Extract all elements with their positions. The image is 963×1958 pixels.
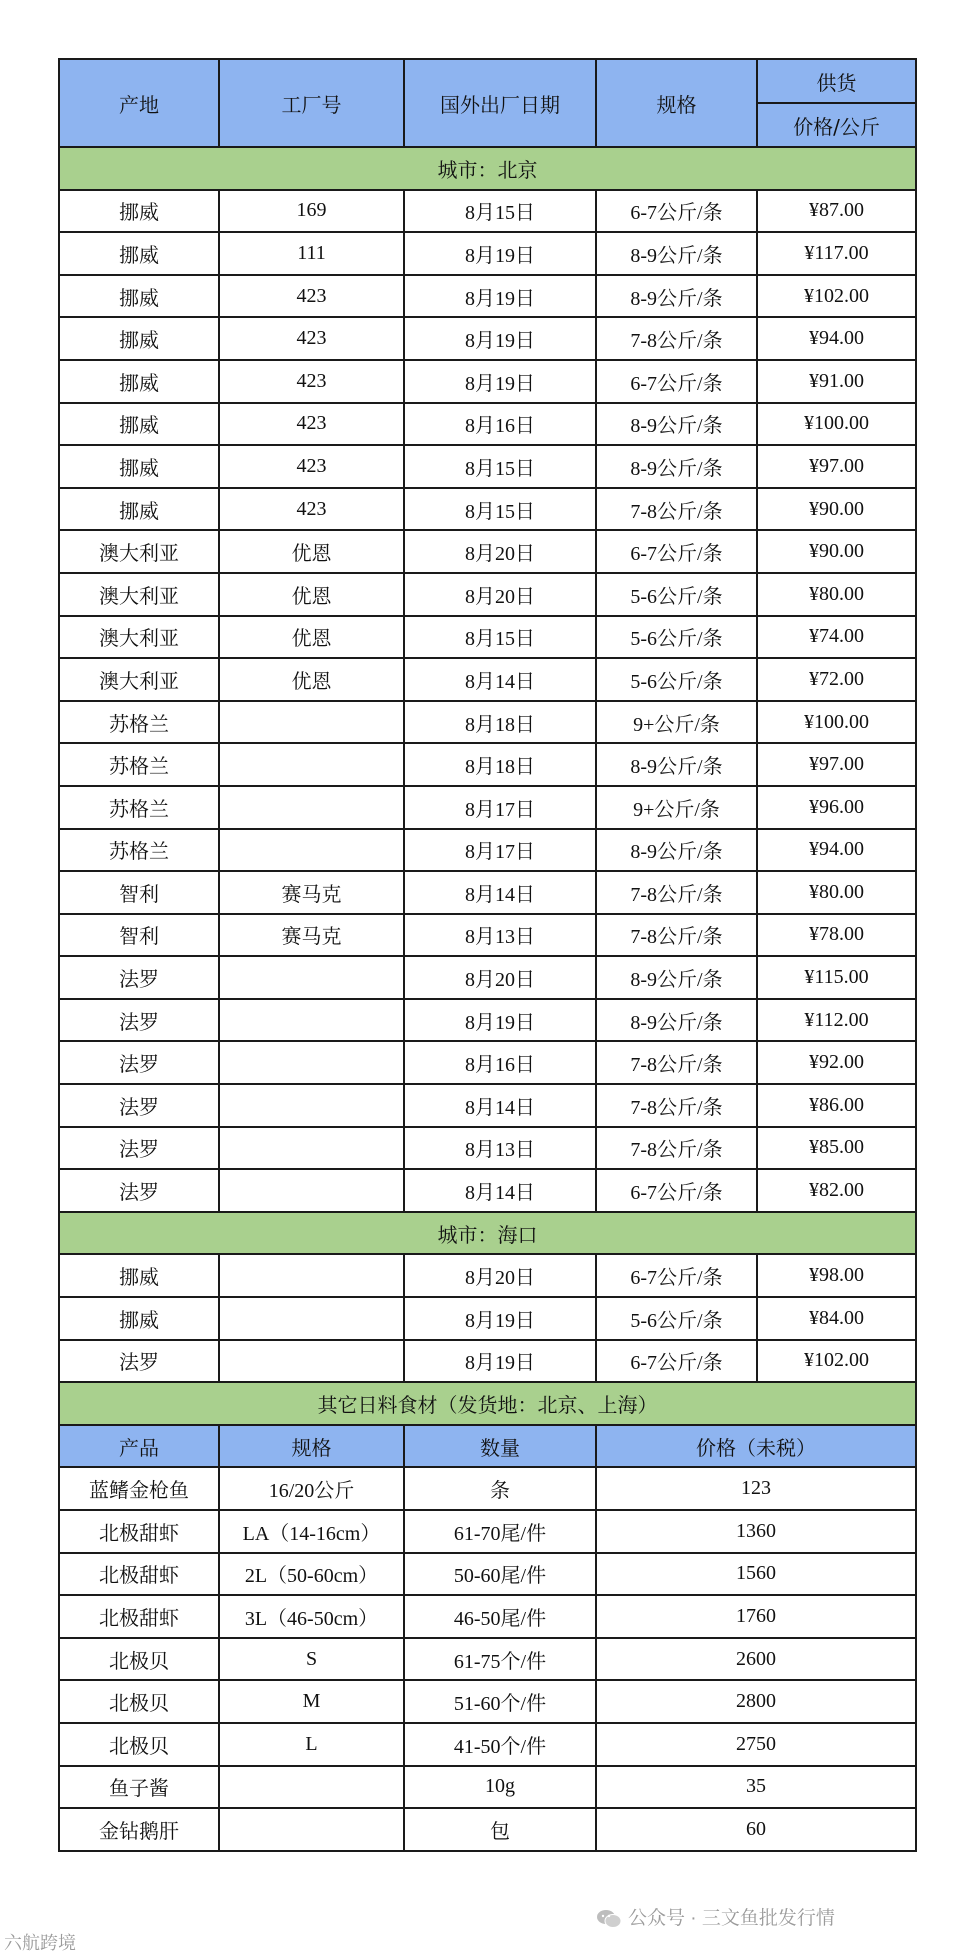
table-row	[59, 1254, 916, 1297]
table-row	[59, 914, 916, 957]
table-row	[59, 1638, 916, 1681]
cell-date: 8月20日	[404, 530, 596, 573]
cell-spec: 6-7公斤/条	[596, 190, 757, 233]
watermark-right-text: 公众号 · 三文鱼批发行情	[628, 1908, 835, 1929]
cell-spec: 8-9公斤/条	[596, 743, 757, 786]
cell-price: ¥97.00	[757, 445, 916, 488]
other-header-row	[59, 1425, 916, 1468]
cell-factory: 111	[219, 232, 404, 275]
table-row	[59, 1808, 916, 1851]
cell-price: 35	[596, 1766, 916, 1809]
cell-factory	[219, 956, 404, 999]
cell-price: ¥91.00	[757, 360, 916, 403]
header-date: 国外出厂日期	[404, 59, 596, 147]
cell-product: 北极贝	[59, 1680, 219, 1723]
cell-factory	[219, 1084, 404, 1127]
cell-factory: 423	[219, 275, 404, 318]
cell-spec: 7-8公斤/条	[596, 488, 757, 531]
cell-factory: 423	[219, 317, 404, 360]
cell-origin: 澳大利亚	[59, 530, 219, 573]
cell-date: 8月16日	[404, 403, 596, 446]
cell-price: 2750	[596, 1723, 916, 1766]
cell-date: 8月19日	[404, 275, 596, 318]
header-factory: 工厂号	[219, 59, 404, 147]
watermark-right	[596, 1903, 835, 1930]
cell-date: 8月14日	[404, 871, 596, 914]
cell-origin: 苏格兰	[59, 743, 219, 786]
cell-origin: 挪威	[59, 232, 219, 275]
wechat-icon	[596, 1909, 622, 1929]
cell-factory: 423	[219, 488, 404, 531]
cell-factory	[219, 1340, 404, 1383]
table-row	[59, 871, 916, 914]
cell-price: ¥102.00	[757, 275, 916, 318]
table-row	[59, 1553, 916, 1596]
cell-price: ¥97.00	[757, 743, 916, 786]
cell-price: ¥117.00	[757, 232, 916, 275]
cell-price: ¥96.00	[757, 786, 916, 829]
cell-date: 8月20日	[404, 573, 596, 616]
cell-price: ¥80.00	[757, 871, 916, 914]
cell-price: ¥74.00	[757, 616, 916, 659]
cell-price: ¥90.00	[757, 488, 916, 531]
cell-spec: S	[219, 1638, 404, 1681]
table-row	[59, 1169, 916, 1212]
cell-origin: 法罗	[59, 1084, 219, 1127]
cell-price: ¥94.00	[757, 317, 916, 360]
cell-price: ¥90.00	[757, 530, 916, 573]
cell-product: 金钻鹅肝	[59, 1808, 219, 1851]
cell-date: 8月16日	[404, 1041, 596, 1084]
table-row	[59, 701, 916, 744]
table-row	[59, 786, 916, 829]
other-header-qty: 数量	[404, 1425, 596, 1468]
cell-spec: 8-9公斤/条	[596, 275, 757, 318]
table-row	[59, 1127, 916, 1170]
table-row	[59, 403, 916, 446]
other-header-product: 产品	[59, 1425, 219, 1468]
cell-origin: 法罗	[59, 1169, 219, 1212]
cell-spec: 7-8公斤/条	[596, 1127, 757, 1170]
cell-origin: 挪威	[59, 360, 219, 403]
cell-qty: 50-60尾/件	[404, 1553, 596, 1596]
cell-date: 8月18日	[404, 701, 596, 744]
cell-spec: 8-9公斤/条	[596, 999, 757, 1042]
cell-spec: 6-7公斤/条	[596, 1169, 757, 1212]
cell-price: 2600	[596, 1638, 916, 1681]
cell-spec: 8-9公斤/条	[596, 956, 757, 999]
cell-price: 123	[596, 1467, 916, 1510]
table-row	[59, 616, 916, 659]
table-row	[59, 1041, 916, 1084]
cell-price: ¥112.00	[757, 999, 916, 1042]
cell-factory: 423	[219, 403, 404, 446]
table-row	[59, 829, 916, 872]
cell-origin: 苏格兰	[59, 786, 219, 829]
cell-factory	[219, 1297, 404, 1340]
cell-qty: 10g	[404, 1766, 596, 1809]
cell-spec: L	[219, 1723, 404, 1766]
table-row	[59, 999, 916, 1042]
table-row	[59, 1723, 916, 1766]
cell-spec: 6-7公斤/条	[596, 530, 757, 573]
cell-price: ¥78.00	[757, 914, 916, 957]
cell-price: 1760	[596, 1595, 916, 1638]
table-row	[59, 445, 916, 488]
cell-origin: 挪威	[59, 190, 219, 233]
cell-spec: 9+公斤/条	[596, 701, 757, 744]
table-header	[59, 59, 916, 147]
cell-spec: 5-6公斤/条	[596, 573, 757, 616]
cell-spec: 7-8公斤/条	[596, 914, 757, 957]
section-row	[59, 147, 916, 190]
cell-date: 8月14日	[404, 658, 596, 701]
cell-factory: 优恩	[219, 658, 404, 701]
cell-origin: 挪威	[59, 403, 219, 446]
cell-qty: 条	[404, 1467, 596, 1510]
cell-price: ¥82.00	[757, 1169, 916, 1212]
section-title: 其它日料食材（发货地：北京、上海）	[59, 1382, 916, 1425]
cell-spec	[219, 1808, 404, 1851]
cell-date: 8月13日	[404, 914, 596, 957]
table-row	[59, 1467, 916, 1510]
cell-date: 8月19日	[404, 317, 596, 360]
cell-spec: 8-9公斤/条	[596, 829, 757, 872]
cell-factory	[219, 1041, 404, 1084]
cell-product: 北极甜虾	[59, 1553, 219, 1596]
cell-factory: 优恩	[219, 530, 404, 573]
table-row	[59, 1297, 916, 1340]
cell-factory	[219, 1169, 404, 1212]
other-header-spec: 规格	[219, 1425, 404, 1468]
cell-qty: 包	[404, 1808, 596, 1851]
cell-factory: 169	[219, 190, 404, 233]
cell-spec: 5-6公斤/条	[596, 616, 757, 659]
cell-spec: 16/20公斤	[219, 1467, 404, 1510]
table-row	[59, 1510, 916, 1553]
cell-factory	[219, 829, 404, 872]
cell-price: ¥72.00	[757, 658, 916, 701]
cell-origin: 法罗	[59, 999, 219, 1042]
table-row	[59, 190, 916, 233]
cell-product: 鱼子酱	[59, 1766, 219, 1809]
cell-origin: 澳大利亚	[59, 616, 219, 659]
cell-factory: 423	[219, 360, 404, 403]
cell-spec: M	[219, 1680, 404, 1723]
cell-origin: 挪威	[59, 317, 219, 360]
cell-origin: 法罗	[59, 956, 219, 999]
cell-spec: 6-7公斤/条	[596, 1254, 757, 1297]
cell-price: ¥98.00	[757, 1254, 916, 1297]
section-title: 城市：海口	[59, 1212, 916, 1255]
cell-product: 北极甜虾	[59, 1595, 219, 1638]
cell-date: 8月20日	[404, 956, 596, 999]
cell-spec: 8-9公斤/条	[596, 232, 757, 275]
cell-qty: 61-70尾/件	[404, 1510, 596, 1553]
cell-origin: 挪威	[59, 275, 219, 318]
cell-spec: 9+公斤/条	[596, 786, 757, 829]
cell-spec: 3L（46-50cm）	[219, 1595, 404, 1638]
cell-factory	[219, 999, 404, 1042]
cell-factory: 赛马克	[219, 871, 404, 914]
cell-date: 8月13日	[404, 1127, 596, 1170]
cell-factory	[219, 786, 404, 829]
other-header-price: 价格（未税）	[596, 1425, 916, 1468]
section-title: 城市：北京	[59, 147, 916, 190]
table-row	[59, 658, 916, 701]
cell-price: ¥100.00	[757, 403, 916, 446]
table-row	[59, 1084, 916, 1127]
cell-price: ¥86.00	[757, 1084, 916, 1127]
table-row	[59, 232, 916, 275]
table-row	[59, 1680, 916, 1723]
table-body	[59, 147, 916, 1851]
cell-product: 北极甜虾	[59, 1510, 219, 1553]
cell-origin: 苏格兰	[59, 829, 219, 872]
cell-date: 8月19日	[404, 999, 596, 1042]
cell-spec: 2L（50-60cm）	[219, 1553, 404, 1596]
cell-origin: 澳大利亚	[59, 573, 219, 616]
cell-date: 8月19日	[404, 232, 596, 275]
table-row	[59, 1340, 916, 1383]
cell-origin: 挪威	[59, 1254, 219, 1297]
cell-product: 蓝鳍金枪鱼	[59, 1467, 219, 1510]
cell-spec: 5-6公斤/条	[596, 1297, 757, 1340]
table-row	[59, 317, 916, 360]
cell-price: ¥80.00	[757, 573, 916, 616]
cell-spec: 7-8公斤/条	[596, 1084, 757, 1127]
cell-factory	[219, 1254, 404, 1297]
table-row	[59, 275, 916, 318]
cell-date: 8月15日	[404, 616, 596, 659]
header-supply: 供货	[757, 59, 916, 103]
cell-price: 1560	[596, 1553, 916, 1596]
header-price: 价格/公斤	[757, 103, 916, 147]
cell-price: ¥94.00	[757, 829, 916, 872]
cell-date: 8月20日	[404, 1254, 596, 1297]
cell-price: ¥92.00	[757, 1041, 916, 1084]
section-row	[59, 1382, 916, 1425]
cell-spec: 7-8公斤/条	[596, 871, 757, 914]
cell-origin: 法罗	[59, 1340, 219, 1383]
cell-date: 8月14日	[404, 1084, 596, 1127]
cell-factory	[219, 701, 404, 744]
cell-origin: 挪威	[59, 445, 219, 488]
watermark-left-text: 六航跨境	[4, 1933, 76, 1953]
cell-date: 8月14日	[404, 1169, 596, 1212]
cell-price: 2800	[596, 1680, 916, 1723]
cell-date: 8月18日	[404, 743, 596, 786]
cell-date: 8月19日	[404, 1340, 596, 1383]
cell-date: 8月17日	[404, 829, 596, 872]
table-row	[59, 1766, 916, 1809]
section-row	[59, 1212, 916, 1255]
table-row	[59, 743, 916, 786]
cell-qty: 46-50尾/件	[404, 1595, 596, 1638]
cell-product: 北极贝	[59, 1723, 219, 1766]
cell-price: 1360	[596, 1510, 916, 1553]
cell-date: 8月15日	[404, 190, 596, 233]
cell-origin: 挪威	[59, 1297, 219, 1340]
cell-qty: 41-50个/件	[404, 1723, 596, 1766]
table-row	[59, 488, 916, 531]
header-origin: 产地	[59, 59, 219, 147]
cell-factory: 423	[219, 445, 404, 488]
cell-spec: 6-7公斤/条	[596, 360, 757, 403]
cell-origin: 智利	[59, 914, 219, 957]
cell-price: 60	[596, 1808, 916, 1851]
cell-price: ¥84.00	[757, 1297, 916, 1340]
cell-origin: 法罗	[59, 1041, 219, 1084]
header-spec: 规格	[596, 59, 757, 147]
table-row	[59, 360, 916, 403]
table-row	[59, 573, 916, 616]
cell-origin: 法罗	[59, 1127, 219, 1170]
cell-spec: 7-8公斤/条	[596, 1041, 757, 1084]
cell-origin: 智利	[59, 871, 219, 914]
cell-spec: 7-8公斤/条	[596, 317, 757, 360]
cell-price: ¥102.00	[757, 1340, 916, 1383]
cell-date: 8月19日	[404, 360, 596, 403]
cell-origin: 澳大利亚	[59, 658, 219, 701]
cell-spec: 8-9公斤/条	[596, 445, 757, 488]
cell-date: 8月15日	[404, 445, 596, 488]
price-table	[58, 58, 917, 1852]
cell-qty: 61-75个/件	[404, 1638, 596, 1681]
cell-factory: 优恩	[219, 573, 404, 616]
cell-spec: 8-9公斤/条	[596, 403, 757, 446]
table-row	[59, 530, 916, 573]
cell-origin: 挪威	[59, 488, 219, 531]
cell-price: ¥85.00	[757, 1127, 916, 1170]
cell-spec	[219, 1766, 404, 1809]
cell-factory	[219, 1127, 404, 1170]
table-row	[59, 1595, 916, 1638]
cell-spec: 6-7公斤/条	[596, 1340, 757, 1383]
cell-price: ¥100.00	[757, 701, 916, 744]
cell-factory: 优恩	[219, 616, 404, 659]
cell-price: ¥87.00	[757, 190, 916, 233]
cell-spec: LA（14-16cm）	[219, 1510, 404, 1553]
cell-factory	[219, 743, 404, 786]
cell-factory: 赛马克	[219, 914, 404, 957]
cell-spec: 5-6公斤/条	[596, 658, 757, 701]
cell-product: 北极贝	[59, 1638, 219, 1681]
watermark-left	[4, 1929, 76, 1955]
cell-origin: 苏格兰	[59, 701, 219, 744]
cell-date: 8月17日	[404, 786, 596, 829]
cell-price: ¥115.00	[757, 956, 916, 999]
cell-date: 8月15日	[404, 488, 596, 531]
cell-date: 8月19日	[404, 1297, 596, 1340]
cell-qty: 51-60个/件	[404, 1680, 596, 1723]
table-row	[59, 956, 916, 999]
